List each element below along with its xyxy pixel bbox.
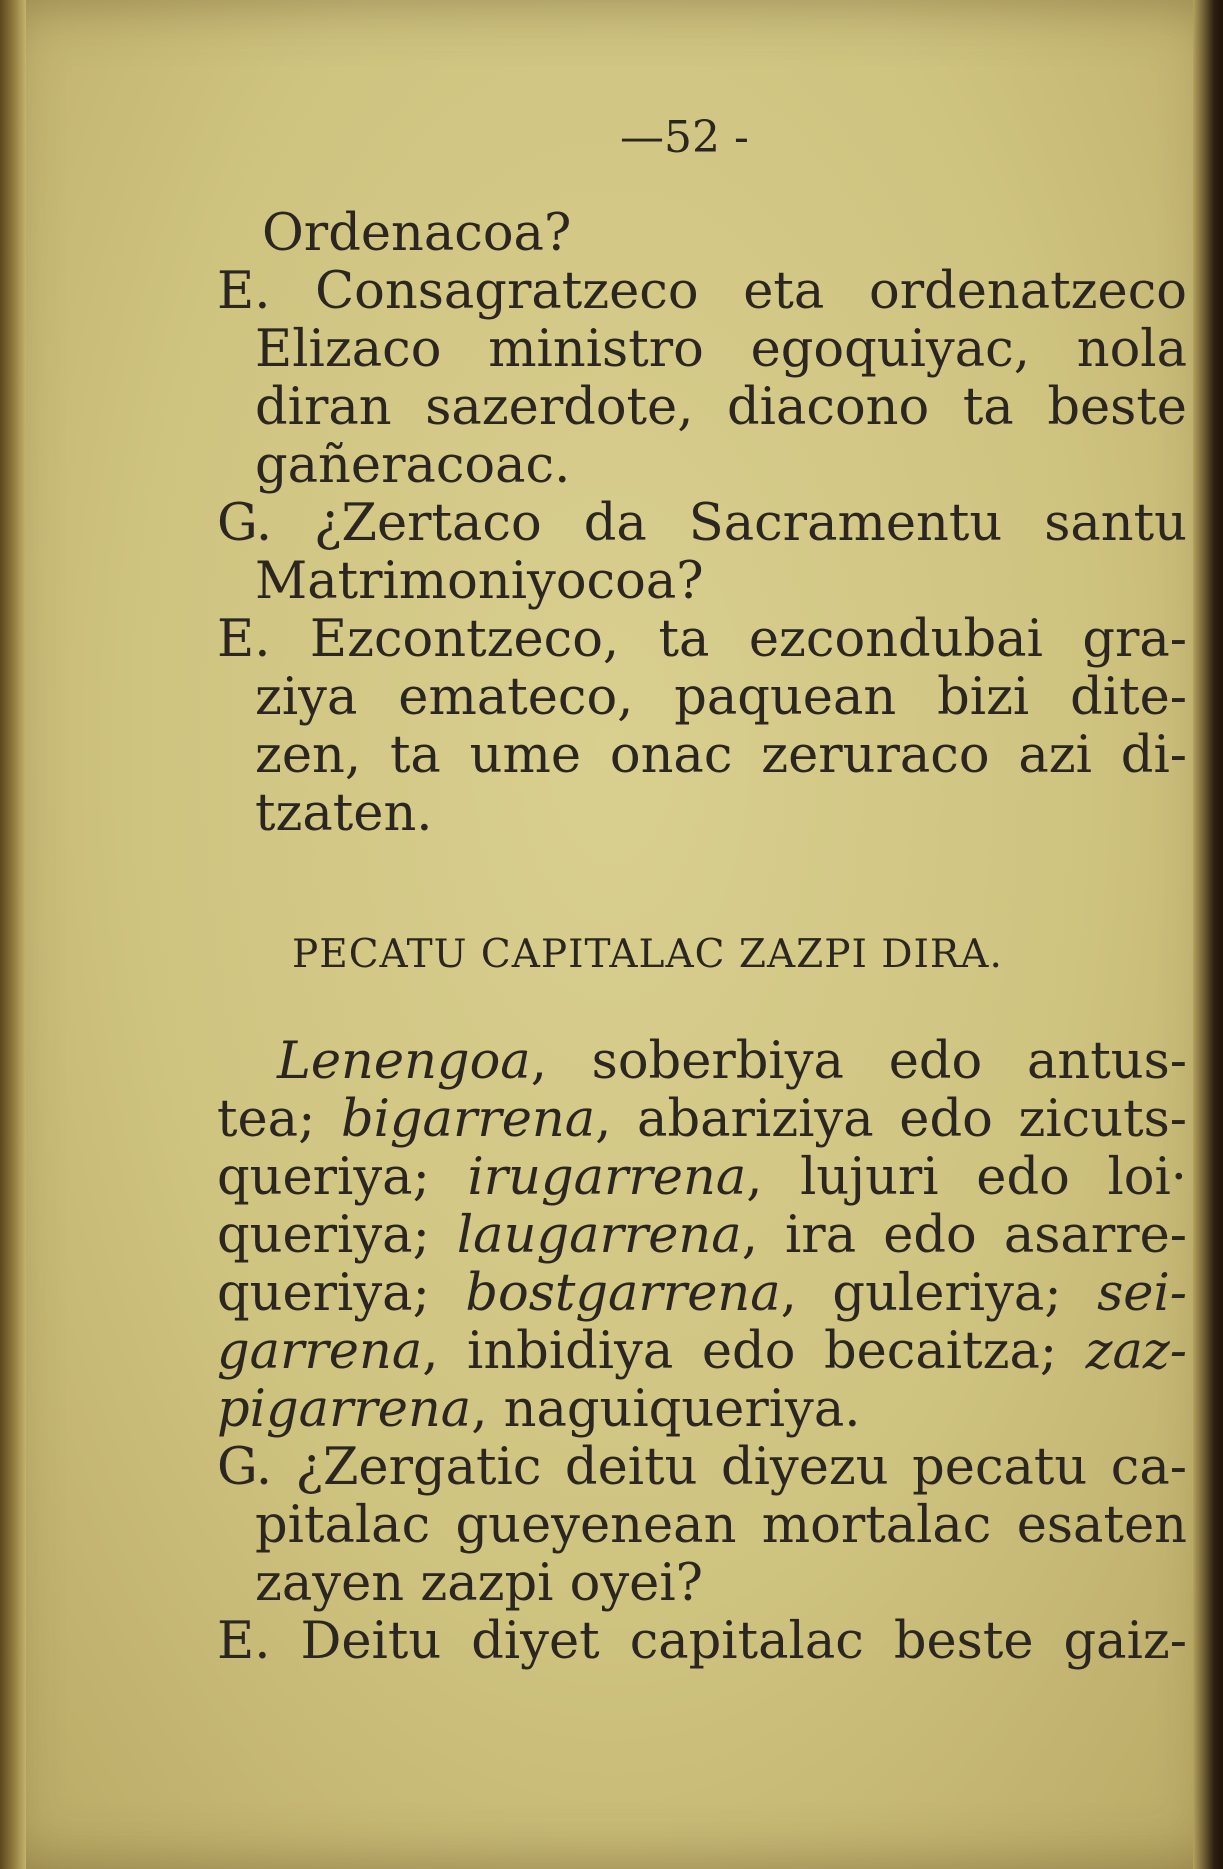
text-line [217,1206,1187,1265]
text-span: , inbidiya edo becaitza; [422,1322,1086,1381]
text-span: tea; [217,1090,341,1149]
text-line [217,1322,1187,1381]
text-line: zayen zazpi oyei? [255,1554,703,1613]
italic-word: Lenengoa [277,1032,531,1091]
italic-word: laugarrena [456,1206,742,1265]
text-span: queriya; [217,1206,457,1265]
text-span: queriya; [217,1148,468,1207]
text-line [217,1148,1187,1207]
book-spine [0,0,26,1869]
section-heading: PECATU CAPITALAC ZAZPI DIRA. [292,932,1003,977]
text-line: zen, ta ume onac zeruraco azi di- [255,726,1187,785]
italic-word: irugarrena [467,1148,747,1207]
text-line: G. ¿Zertaco da Sacramentu santu [217,494,1187,553]
text-line [217,1380,861,1439]
text-line: E. Deitu diyet capitalac beste gaiz- [217,1612,1187,1671]
text-span: , lujuri edo loi· [746,1148,1187,1207]
text-line: pitalac gueyenean mortalac esaten [255,1496,1187,1555]
italic-word: bigarrena [340,1090,596,1149]
text-line: diran sazerdote, diacono ta beste [255,378,1187,437]
text-span: , ira edo asarre- [741,1206,1187,1265]
page-edge-shadow [1193,0,1223,1869]
italic-word: sei- [1097,1264,1187,1323]
text-span: , soberbiya edo antus- [530,1032,1187,1091]
text-span: , naguiqueriya. [471,1380,861,1439]
text-line: Elizaco ministro egoquiyac, nola [255,320,1187,379]
text-line: tzaten. [255,784,433,843]
italic-word: bostgarrena [465,1264,781,1323]
text-line: ziya emateco, paquean bizi dite- [255,668,1187,727]
text-line: G. ¿Zergatic deitu diyezu pecatu ca- [217,1438,1187,1497]
text-span: , abariziya edo zicuts- [595,1090,1187,1149]
italic-word: zaz- [1085,1322,1187,1381]
text-line [217,1264,1187,1323]
text-line [277,1032,1187,1091]
page-number: —52 - [620,112,749,163]
text-span: , guleriya; [780,1264,1098,1323]
text-line: gañeracoac. [255,436,571,495]
text-span: queriya; [217,1264,466,1323]
italic-word: pigarrena [217,1380,472,1439]
italic-word: garrena [217,1322,423,1381]
text-line [217,1090,1187,1149]
text-line: E. Ezcontzeco, ta ezcondubai gra- [217,610,1187,669]
text-line: Ordenacoa? [262,204,572,263]
text-line: Matrimoniyocoa? [255,552,704,611]
text-line: E. Consagratzeco eta ordenatzeco [217,262,1187,321]
